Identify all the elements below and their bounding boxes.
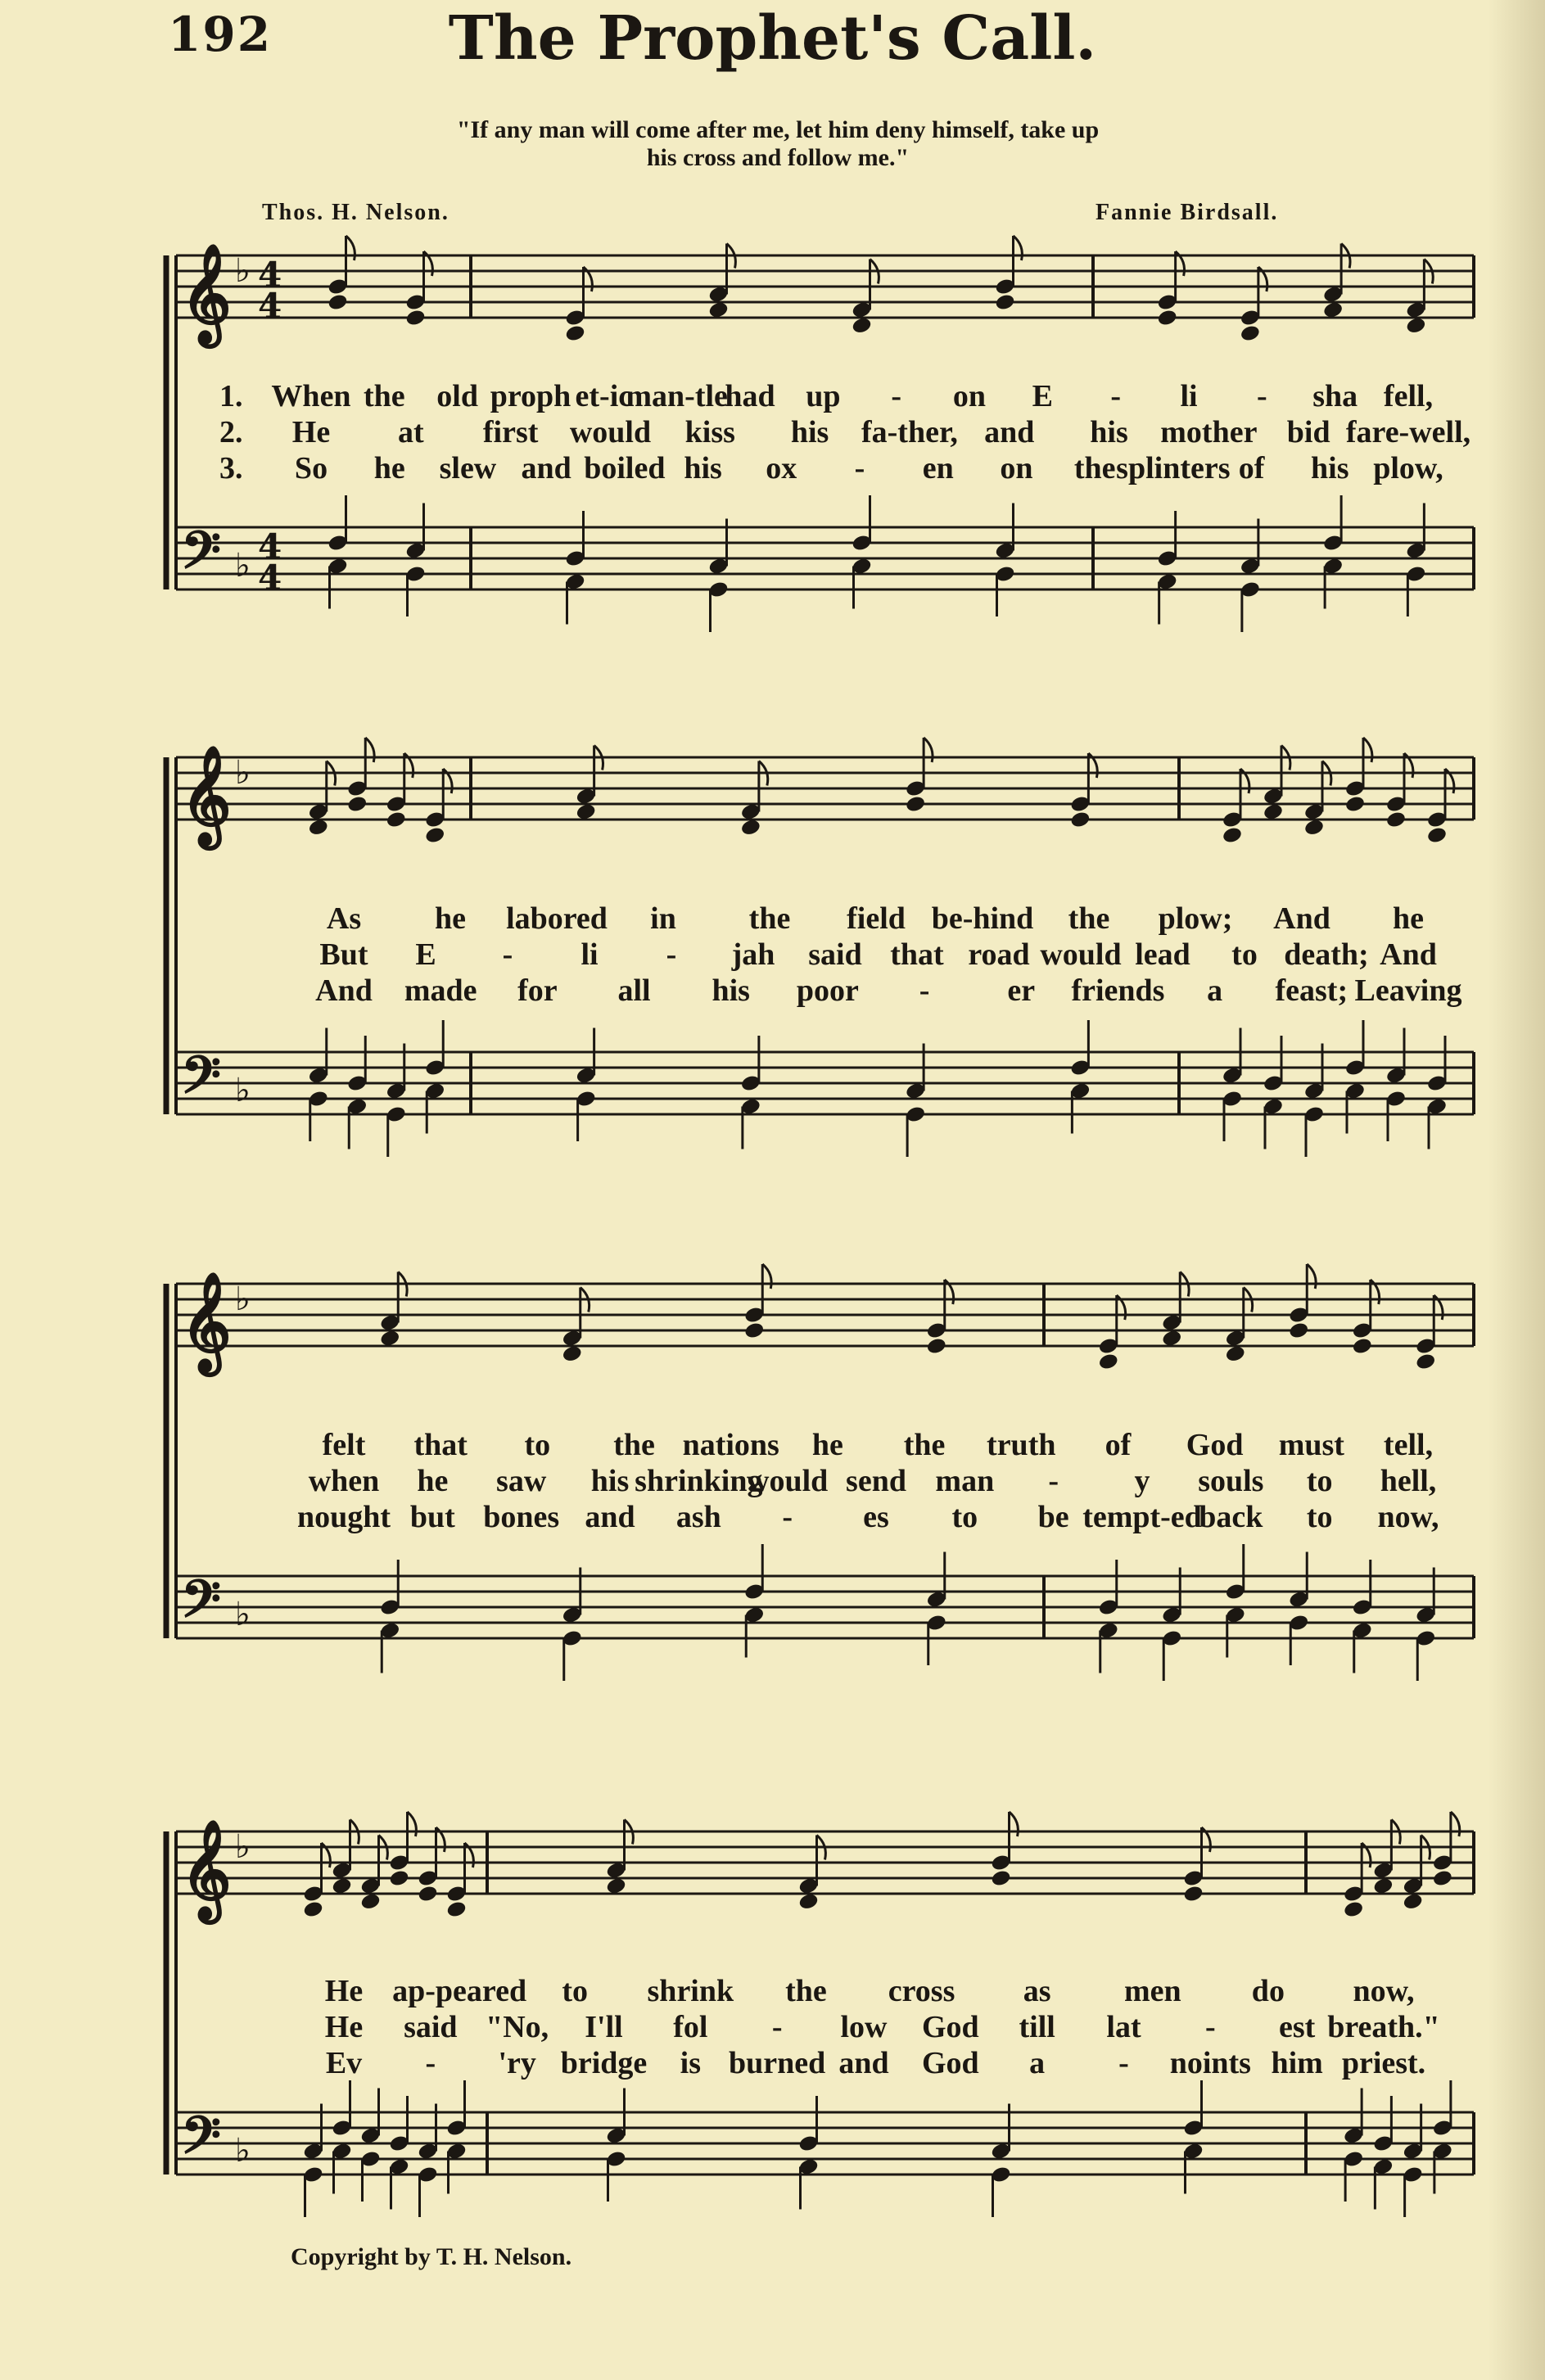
lyric-syllable: said bbox=[808, 937, 862, 972]
treble-notehead bbox=[851, 316, 872, 335]
lyric-syllable: E bbox=[415, 937, 436, 972]
lyric-syllable: now, bbox=[1353, 1974, 1415, 2008]
lyric-syllable: the bbox=[785, 1974, 827, 2008]
lyric-syllable: to bbox=[562, 1974, 589, 2008]
lyric-syllable: en bbox=[922, 451, 954, 485]
lyric-syllable: ap-peared bbox=[392, 1974, 527, 2008]
lyric-syllable: first bbox=[482, 415, 539, 449]
flat-key-signature-icon: ♭ bbox=[235, 1071, 251, 1109]
lyric-syllable: And bbox=[1380, 937, 1437, 972]
lyric-syllable: would bbox=[1040, 937, 1122, 972]
treble-notehead bbox=[308, 818, 329, 837]
treble-notehead bbox=[605, 1876, 626, 1895]
lyricist-credit: Thos. H. Nelson. bbox=[262, 200, 449, 225]
lyric-syllable: nought bbox=[296, 1500, 391, 1534]
flat-key-signature-icon: ♭ bbox=[235, 546, 251, 585]
lyric-syllable: bones bbox=[483, 1500, 560, 1534]
lyric-syllable: till bbox=[1019, 2010, 1055, 2044]
lyric-syllable: nations bbox=[682, 1428, 779, 1462]
lyric-syllable: and bbox=[521, 451, 571, 485]
flat-key-signature-icon: ♭ bbox=[235, 1280, 251, 1318]
treble-notehead bbox=[1385, 811, 1407, 829]
flat-key-signature-icon: ♭ bbox=[235, 753, 251, 792]
lyric-syllable: slew bbox=[439, 451, 497, 485]
treble-clef-icon: 𝄞 bbox=[181, 1271, 232, 1371]
lyric-line-system-4-verse-2 bbox=[0, 2009, 1545, 2045]
lyric-syllable: - bbox=[782, 1500, 793, 1534]
lyric-syllable: his bbox=[590, 1464, 630, 1498]
lyric-syllable: - bbox=[1110, 379, 1121, 413]
flat-key-signature-icon: ♭ bbox=[235, 2131, 251, 2170]
lyric-syllable: on bbox=[952, 379, 987, 413]
lyric-syllable: When bbox=[271, 379, 351, 413]
lyric-syllable: send bbox=[846, 1464, 906, 1498]
lyric-syllable: and bbox=[984, 415, 1035, 449]
treble-notehead bbox=[379, 1329, 400, 1348]
bass-clef-icon: 𝄢 bbox=[181, 1045, 221, 1118]
lyric-syllable: - bbox=[666, 937, 677, 972]
lyric-syllable: est bbox=[1279, 2010, 1316, 2044]
treble-notehead bbox=[1240, 324, 1261, 343]
treble-notehead bbox=[1343, 1900, 1364, 1919]
lyric-syllable: So bbox=[294, 451, 328, 485]
lyric-syllable: on bbox=[1000, 451, 1033, 485]
lyric-syllable: bridge bbox=[560, 2046, 648, 2080]
lyric-syllable: all bbox=[617, 973, 651, 1008]
lyric-syllable: 'ry bbox=[498, 2046, 536, 2080]
lyric-syllable: fell, bbox=[1383, 379, 1434, 413]
lyric-syllable: tell, bbox=[1383, 1428, 1434, 1462]
lyric-syllable: mother bbox=[1160, 415, 1258, 449]
lyric-syllable: souls bbox=[1198, 1464, 1264, 1498]
lyric-syllable: the bbox=[364, 379, 405, 413]
lyric-syllable: He bbox=[291, 415, 331, 449]
lyric-syllable: when bbox=[308, 1464, 380, 1498]
lyric-syllable: his bbox=[712, 973, 750, 1008]
lyric-syllable: road bbox=[968, 937, 1030, 972]
lyric-syllable: now, bbox=[1377, 1500, 1439, 1534]
lyric-syllable: his bbox=[1090, 415, 1128, 449]
treble-notehead bbox=[1303, 818, 1325, 837]
lyric-line-system-2-verse-2 bbox=[0, 937, 1545, 973]
treble-notehead bbox=[359, 1892, 381, 1911]
lyric-syllable: I'll bbox=[585, 2010, 623, 2044]
lyric-syllable: low bbox=[840, 2010, 888, 2044]
lyric-syllable: splinters bbox=[1116, 451, 1231, 485]
flat-key-signature-icon: ♭ bbox=[235, 1595, 251, 1633]
lyric-syllable: for bbox=[517, 973, 558, 1008]
lyric-syllable: made bbox=[404, 973, 477, 1008]
lyric-syllable: God bbox=[921, 2010, 979, 2044]
treble-notehead bbox=[1415, 1353, 1436, 1371]
treble-notehead bbox=[1182, 1885, 1204, 1904]
lyric-line-system-3-verse-2 bbox=[0, 1463, 1545, 1499]
lyric-syllable: truth bbox=[987, 1428, 1056, 1462]
lyric-syllable: the bbox=[1068, 901, 1110, 936]
lyric-syllable: to bbox=[1231, 937, 1258, 972]
lyric-syllable: lead bbox=[1135, 937, 1190, 972]
treble-notehead bbox=[797, 1892, 819, 1911]
epigraph-line-2: his cross and follow me." bbox=[646, 144, 910, 171]
time-signature-denominator: 4 bbox=[258, 558, 282, 598]
lyric-syllable: - bbox=[919, 973, 930, 1008]
treble-notehead bbox=[926, 1337, 947, 1356]
lyric-syllable: burned bbox=[729, 2046, 826, 2080]
lyric-syllable: he bbox=[417, 1464, 449, 1498]
lyric-syllable: of bbox=[1238, 451, 1265, 485]
lyric-line-system-1-verse-2 bbox=[0, 414, 1545, 450]
lyric-syllable: y bbox=[1134, 1464, 1150, 1498]
treble-notehead bbox=[1161, 1329, 1182, 1348]
lyric-line-system-2-verse-1 bbox=[0, 901, 1545, 937]
lyric-syllable: er bbox=[1007, 973, 1036, 1008]
treble-notehead bbox=[424, 826, 445, 845]
treble-notehead bbox=[417, 1885, 438, 1904]
lyric-line-system-1-verse-3 bbox=[0, 450, 1545, 486]
treble-notehead bbox=[1405, 316, 1426, 335]
treble-notehead bbox=[1344, 795, 1366, 814]
lyric-syllable: he bbox=[435, 901, 466, 936]
lyric-line-system-2-verse-3 bbox=[0, 973, 1545, 1009]
lyric-syllable: man bbox=[935, 1464, 995, 1498]
lyric-syllable: ash bbox=[675, 1500, 721, 1534]
epigraph-line-1: "If any man will come after me, let him deny himself, take up bbox=[456, 116, 1100, 143]
lyric-syllable: ox bbox=[766, 451, 797, 485]
lyric-syllable: he bbox=[1393, 901, 1424, 936]
lyric-syllable: the bbox=[1073, 451, 1116, 485]
lyric-syllable: the bbox=[748, 901, 791, 936]
lyric-syllable: to bbox=[1306, 1464, 1333, 1498]
lyric-syllable: li bbox=[581, 937, 599, 972]
lyric-syllable: jah bbox=[731, 937, 775, 972]
treble-notehead bbox=[743, 1321, 765, 1340]
lyric-syllable: back bbox=[1199, 1500, 1263, 1534]
treble-notehead bbox=[562, 1344, 583, 1363]
lyric-syllable: feast; bbox=[1275, 973, 1348, 1008]
lyric-syllable: proph bbox=[490, 379, 571, 413]
lyric-syllable: that bbox=[890, 937, 944, 972]
lyric-syllable: poor bbox=[796, 973, 859, 1008]
lyric-syllable: tempt-ed bbox=[1082, 1500, 1202, 1534]
page-number: 192 bbox=[168, 7, 273, 62]
lyric-syllable: plow, bbox=[1373, 451, 1443, 485]
treble-notehead bbox=[1263, 802, 1284, 821]
lyric-line-system-3-verse-3 bbox=[0, 1499, 1545, 1535]
lyric-syllable: saw bbox=[496, 1464, 547, 1498]
lyric-syllable: said bbox=[404, 2010, 458, 2044]
lyric-syllable: li bbox=[1180, 379, 1198, 413]
lyric-syllable: es bbox=[863, 1500, 889, 1534]
flat-key-signature-icon: ♭ bbox=[235, 1827, 251, 1866]
lyric-syllable: plow; bbox=[1158, 901, 1233, 936]
lyric-syllable: But bbox=[319, 937, 368, 972]
lyric-syllable: that bbox=[413, 1428, 468, 1462]
lyric-syllable: would bbox=[747, 1464, 829, 1498]
lyric-syllable: breath." bbox=[1327, 2010, 1440, 2044]
lyric-syllable: lat bbox=[1106, 2010, 1141, 2044]
lyric-syllable: God bbox=[1186, 1428, 1244, 1462]
treble-notehead bbox=[1403, 1892, 1424, 1911]
time-signature-denominator: 4 bbox=[258, 286, 282, 326]
lyric-syllable: priest. bbox=[1341, 2046, 1426, 2080]
lyric-syllable: felt bbox=[322, 1428, 366, 1462]
lyric-syllable: the bbox=[613, 1428, 655, 1462]
lyric-syllable: a bbox=[1207, 973, 1223, 1008]
lyric-syllable: his bbox=[684, 451, 722, 485]
lyric-syllable: a bbox=[1029, 2046, 1046, 2080]
lyric-syllable: He bbox=[324, 1974, 364, 2008]
treble-notehead bbox=[302, 1900, 323, 1919]
lyric-syllable: E bbox=[1032, 379, 1054, 413]
lyric-syllable: be bbox=[1037, 1500, 1069, 1534]
lyric-syllable: hell, bbox=[1380, 1464, 1437, 1498]
verse-number: 3. bbox=[219, 451, 243, 485]
treble-notehead bbox=[1225, 1344, 1246, 1363]
lyric-syllable: fare-well, bbox=[1345, 415, 1471, 449]
lyric-syllable: do bbox=[1251, 1974, 1285, 2008]
lyric-syllable: field bbox=[847, 901, 906, 936]
lyric-syllable: - bbox=[854, 451, 865, 485]
lyric-syllable: As bbox=[326, 901, 362, 936]
lyric-syllable: as bbox=[1023, 1974, 1051, 2008]
treble-notehead bbox=[1157, 309, 1178, 327]
treble-notehead bbox=[564, 324, 585, 343]
lyric-syllable: - bbox=[1257, 379, 1267, 413]
time-signature-numerator: 4 bbox=[258, 526, 282, 567]
lyric-syllable: in bbox=[650, 901, 676, 936]
bass-clef-icon: 𝄢 bbox=[181, 520, 221, 593]
lyric-syllable: man-tle bbox=[626, 379, 728, 413]
lyric-syllable: kiss bbox=[684, 415, 735, 449]
lyric-syllable: fol bbox=[673, 2010, 708, 2044]
lyric-syllable: shrink bbox=[647, 1974, 734, 2008]
lyric-syllable: to bbox=[951, 1500, 978, 1534]
lyric-syllable: - bbox=[1048, 1464, 1059, 1498]
lyric-syllable: - bbox=[1205, 2010, 1216, 2044]
treble-notehead bbox=[388, 1869, 409, 1888]
lyric-syllable: he bbox=[373, 451, 405, 485]
lyric-syllable: had bbox=[725, 379, 775, 413]
lyric-syllable: boiled bbox=[584, 451, 666, 485]
treble-notehead bbox=[994, 293, 1015, 312]
lyric-syllable: him bbox=[1271, 2046, 1323, 2080]
treble-notehead bbox=[1098, 1353, 1119, 1371]
lyric-syllable: shrinking bbox=[635, 1464, 763, 1498]
bass-clef-icon: 𝄢 bbox=[181, 1569, 221, 1642]
lyric-syllable: fa-ther, bbox=[861, 415, 958, 449]
lyric-syllable: - bbox=[1118, 2046, 1129, 2080]
lyric-syllable: And bbox=[1273, 901, 1330, 936]
treble-notehead bbox=[1426, 826, 1448, 845]
lyric-syllable: Ev bbox=[325, 2046, 363, 2080]
treble-notehead bbox=[1288, 1321, 1309, 1340]
lyric-syllable: but bbox=[409, 1500, 455, 1534]
lyric-syllable: up bbox=[806, 379, 841, 413]
lyric-syllable: "No, bbox=[486, 2010, 549, 2044]
lyric-line-system-3-verse-1 bbox=[0, 1427, 1545, 1463]
lyric-syllable: cross bbox=[888, 1974, 955, 2008]
treble-notehead bbox=[740, 818, 761, 837]
lyric-syllable: He bbox=[324, 2010, 364, 2044]
treble-notehead bbox=[905, 795, 926, 814]
treble-notehead bbox=[386, 811, 407, 829]
lyric-syllable: friends bbox=[1071, 973, 1165, 1008]
lyric-syllable: his bbox=[790, 415, 829, 449]
treble-notehead bbox=[990, 1869, 1011, 1888]
lyric-line-system-1-verse-1 bbox=[0, 378, 1545, 414]
lyric-syllable: - bbox=[502, 937, 513, 972]
copyright-notice: Copyright by T. H. Nelson. bbox=[291, 2243, 572, 2270]
treble-notehead bbox=[707, 300, 729, 319]
lyric-syllable: men bbox=[1123, 1974, 1181, 2008]
lyric-syllable: his bbox=[1311, 451, 1349, 485]
lyric-syllable: old bbox=[436, 379, 479, 413]
lyric-syllable: - bbox=[891, 379, 901, 413]
treble-notehead bbox=[576, 802, 597, 821]
lyric-syllable: - bbox=[771, 2010, 783, 2044]
treble-notehead bbox=[1352, 1337, 1373, 1356]
lyric-syllable: God bbox=[921, 2046, 979, 2080]
lyric-syllable: Leaving bbox=[1354, 973, 1462, 1008]
lyric-syllable: labored bbox=[506, 901, 608, 936]
treble-notehead bbox=[1372, 1876, 1394, 1895]
lyric-syllable: at bbox=[397, 415, 424, 449]
lyric-line-system-4-verse-1 bbox=[0, 1973, 1545, 2009]
lyric-syllable: - bbox=[425, 2046, 436, 2080]
treble-clef-icon: 𝄞 bbox=[181, 744, 232, 845]
verse-number: 2. bbox=[219, 415, 243, 449]
lyric-syllable: the bbox=[903, 1428, 946, 1462]
treble-clef-icon: 𝄞 bbox=[181, 1818, 232, 1919]
treble-notehead bbox=[1432, 1869, 1453, 1888]
verse-number: 1. bbox=[219, 379, 243, 413]
lyric-syllable: bid bbox=[1286, 415, 1330, 449]
lyric-syllable: sha bbox=[1312, 379, 1358, 413]
treble-notehead bbox=[404, 309, 426, 327]
lyric-syllable: to bbox=[1306, 1500, 1333, 1534]
treble-notehead bbox=[1069, 811, 1091, 829]
treble-notehead bbox=[445, 1900, 467, 1919]
time-signature-numerator: 4 bbox=[258, 255, 282, 295]
treble-notehead bbox=[327, 293, 348, 312]
treble-notehead bbox=[346, 795, 368, 814]
lyric-syllable: death; bbox=[1284, 937, 1369, 972]
lyric-syllable: and bbox=[838, 2046, 889, 2080]
lyric-line-system-4-verse-3 bbox=[0, 2045, 1545, 2081]
treble-notehead bbox=[331, 1876, 352, 1895]
lyric-syllable: he bbox=[811, 1428, 843, 1462]
treble-notehead bbox=[1322, 300, 1344, 319]
lyric-syllable: to bbox=[524, 1428, 551, 1462]
treble-notehead bbox=[1222, 826, 1243, 845]
lyric-syllable: is bbox=[680, 2046, 702, 2080]
composer-credit: Fannie Birdsall. bbox=[1096, 200, 1279, 225]
lyric-syllable: must bbox=[1278, 1428, 1344, 1462]
lyric-syllable: and bbox=[585, 1500, 635, 1534]
hymn-title: The Prophet's Call. bbox=[448, 3, 1097, 74]
lyric-syllable: And bbox=[315, 973, 373, 1008]
lyric-syllable: of bbox=[1105, 1428, 1132, 1462]
lyric-syllable: noints bbox=[1169, 2046, 1251, 2080]
lyric-syllable: be-hind bbox=[931, 901, 1034, 936]
bass-clef-icon: 𝄢 bbox=[181, 2105, 221, 2178]
lyric-syllable: would bbox=[569, 415, 652, 449]
lyric-syllable: et-ic bbox=[575, 379, 633, 413]
flat-key-signature-icon: ♭ bbox=[235, 251, 251, 290]
treble-clef-icon: 𝄞 bbox=[181, 242, 232, 343]
